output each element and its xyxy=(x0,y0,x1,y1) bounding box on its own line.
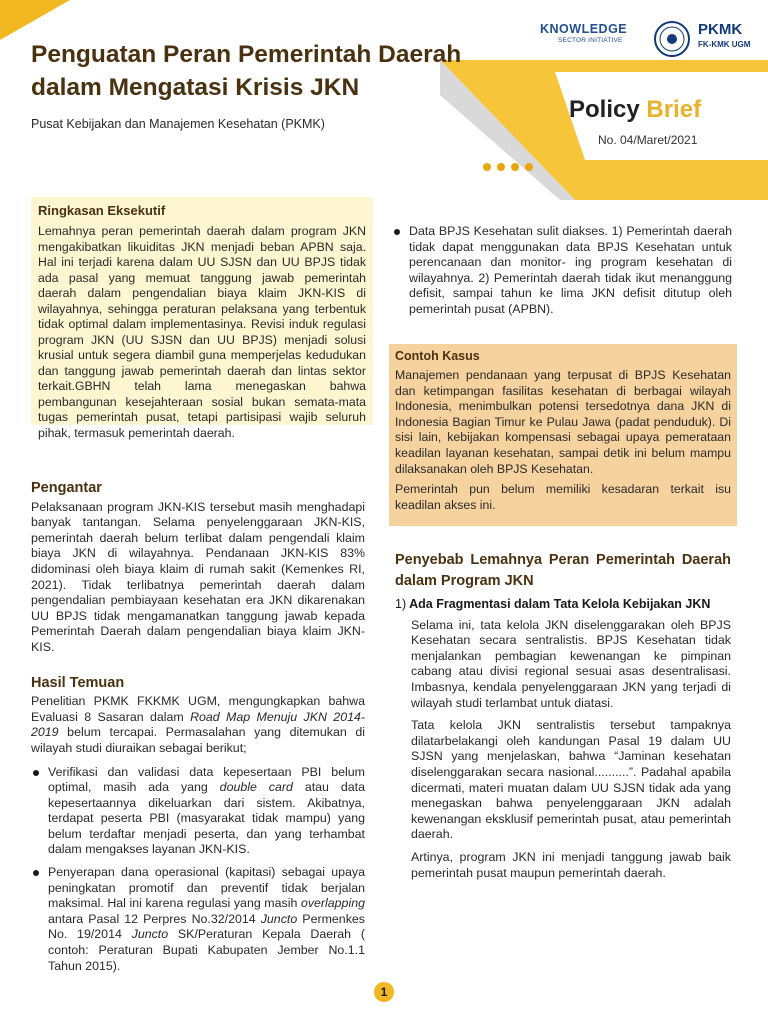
case-study-para-1: Manajemen pendanaan yang terpusat di BPJS Kesehatan dan ketimpangan fasilitas kesehatan di berbagai wilayah Indonesia, menimbulkan potensi tersedotnya dana JKN di Indonesia Bagian Timur ke Pulau Jawa (padat penduduk). Di sisi lain, kebijakan kompensasi sebagai upaya pemerataan keadilan layanan kesehatan, sampai detik ini belum mampu dilaksanakan oleh BPJS Kesehatan. xyxy=(395,368,731,476)
left-column xyxy=(31,481,365,981)
page-title xyxy=(31,38,511,104)
hasil-intro-italic: Road Map Menuju JKN 2014-2019 xyxy=(31,709,365,740)
bullet-text: atau data kepesertaannya dikeluarkan dari sistem. Akibatnya, terdapat peserta PBI (masyarakat tidak mampu) yang belum terdaftar menjadi peserta, dan yang terhambat dalam mengakses layanan JKN-KIS. xyxy=(48,780,365,857)
right-column-bullet xyxy=(392,224,732,325)
bullet-text: SK/Peraturan Kepala Daerah ( contoh: Peraturan Bupati Kabupaten Jember No.1.1 Tahun 2015). xyxy=(48,927,365,973)
penyebab-section xyxy=(395,597,735,886)
title-line-2: dalam Mengatasi Krisis JKN xyxy=(31,74,360,101)
list-item xyxy=(31,765,365,859)
bullet-text: Penyerapan dana operasional (kapitasi) sebagai upaya peningkatan promotif dan preventif tidak berjalan maksimal. Hal ini karena regulasi yang masih xyxy=(48,865,365,911)
pkmk-emblem-icon xyxy=(652,19,692,59)
knowledge-logo-subtext: SECTOR INITIATIVE xyxy=(558,37,623,44)
title-line-1: Penguatan Peran Pemerintah Daerah xyxy=(31,41,462,68)
pengantar-text: Pelaksanaan program JKN-KIS tersebut masih menghadapi banyak tantangan. Selama penyelenggaraan JKN-KIS, pemerintah daerah belum terlibat dalam pengendali klaim biaya JKN di wilayahnya. Pendanaan JKN-KIS 83% didominasi oleh biaya klaim di rumah sakit (Kemenkes RI, 2021). Tidak terlibatnya pemerintah daerah dalam pengendalian pembiayaan kesehatan era JKN dikarenakan UU BPJS tidak mengamanatkan tanggung jawab kepada Pemerintah Daerah dalam pengendalian biaya klaim JKN-KIS. xyxy=(31,499,365,654)
bullet-text: Permenkes No. 19/2014 xyxy=(48,911,365,942)
penyebab-heading: Penyebab Lemahnya Peran Pemerintah Daerah dalam Program JKN xyxy=(395,552,731,589)
subheading-text: Ada Fragmentasi dalam Tata Kelola Kebijakan JKN xyxy=(409,597,711,611)
case-study-para-2: Pemerintah pun belum memiliki kesadaran terkait isu keadilan akses ini. xyxy=(395,482,731,512)
dot-icon xyxy=(497,163,505,171)
top-left-yellow-triangle xyxy=(0,0,70,40)
hasil-heading: Hasil Temuan xyxy=(31,674,125,691)
case-study-box xyxy=(389,344,737,526)
hasil-intro-part: Penelitian PKMK FKKMK UGM, mengungkapkan bahwa Evaluasi 8 Sasaran dalam xyxy=(31,694,365,724)
pkmk-logo-text: PKMK xyxy=(698,21,743,38)
dot-icon xyxy=(511,163,519,171)
pengantar-heading: Pengantar xyxy=(31,480,102,496)
bullet-italic: Juncto xyxy=(131,927,169,942)
penyebab-para-1: Selama ini, tata kelola JKN diselenggarakan oleh BPJS Kesehatan secara sentralistis. BPJS Kesehatan tidak menjalankan pembagian kewenangan ke pimpinan cabang atau divisi regional sesuai asas desentralisasi. Imbasnya, kendala penyelenggaraan JKN yang terjadi di wilayah studi terlambat untuk diatasi. xyxy=(411,617,731,710)
knowledge-sector-logo xyxy=(540,21,640,61)
right-bullet-list xyxy=(392,224,732,318)
bullet-text: Verifikasi dan validasi data kepesertaan PBI belum optimal, masih ada yang xyxy=(48,764,365,795)
dot-icon xyxy=(525,163,533,171)
dot-icon xyxy=(483,163,491,171)
hasil-bullet-list xyxy=(31,765,365,975)
hasil-intro-part: belum tercapai. Permasalahan yang ditemukan di wilayah studi diuraikan sebagai berikut; xyxy=(31,725,365,755)
subheading-number: 1) xyxy=(395,597,407,611)
hasil-intro xyxy=(31,694,365,756)
policy-brief-label xyxy=(569,96,701,124)
policy-word: Policy xyxy=(569,96,640,123)
bullet-text: antara Pasal 12 Perpres No.32/2014 xyxy=(48,911,261,926)
executive-summary-text: Lemahnya peran pemerintah daerah dalam program JKN mengakibatkan likuiditas JKN menjadi beban APBN saja. Hal ini terjadi karena dalam UU SJSN dan UU BPJS tidak ada pasal yang memuat tanggung jawab pemerintah daerah dalam pengendalian biaya klaim JKN-KIS di wilayahnya, sehingga peraturan pelaksana yang terbentuk tidak optimal dalam implementasinya. Revisi induk regulasi program JKN (UU SJSN dan UU BPJS) menjadi solusi krusial untuk segera diambil guna memperjelas kedudukan dan tanggung jawab pemerintah daerah dan lintas sektor terkait.GBHN telah lama menegaskan bahwa pembangunan kesejahteraan sosial bukan semata-mata tugas pemerintah pusat, tetapi partisipasi wajib seluruh pihak, termasuk pemerintah daerah. xyxy=(38,224,366,440)
bullet-italic: overlapping xyxy=(300,896,365,911)
penyebab-para-3: Artinya, program JKN ini menjadi tanggung jawab baik pemerintah pusat maupun pemerintah daerah. xyxy=(411,849,731,880)
executive-summary-box xyxy=(31,197,373,440)
penyebab-body xyxy=(395,618,731,882)
penyebab-subheading xyxy=(395,597,735,613)
list-item: Data BPJS Kesehatan sulit diakses. 1) Pemerintah daerah tidak dapat menggunakan data BPJS Kesehatan untuk perencanaan dan monitor- ing program kesehatan di wilayahnya. 2) Pemerintah daerah tidak ikut menanggung defisit, sampai tahun ke lima JKN defisit ditutup oleh pemerintah pusat (APBN). xyxy=(392,224,732,318)
decorative-dots xyxy=(483,158,543,170)
pkmk-logo-subtext: FK-KMK UGM xyxy=(698,40,751,49)
knowledge-logo-text: KNOWLEDGE xyxy=(540,22,628,36)
penyebab-para-2: Tata kelola JKN sentralistis tersebut tampaknya dilatarbelakangi oleh kandungan Pasal 19 dalam UU SJSN yang menjelaskan, bahwa “Jaminan kesehatan diselenggarakan secara nasional..........”. Padahal apabila dicermati, materi muatan dalam UU SJSN tidak ada yang menegaskan bahwa penyelenggaraan JKN adalah kewenangan eksklusif pemerintah pusat, atau pemerintah daerah. xyxy=(411,718,731,842)
list-item xyxy=(31,865,365,974)
page-number: 1 xyxy=(374,982,394,1002)
page-subtitle: Pusat Kebijakan dan Manajemen Kesehatan (PKMK) xyxy=(31,117,325,131)
bullet-italic: Juncto xyxy=(260,911,298,926)
case-study-heading: Contoh Kasus xyxy=(395,349,480,363)
issue-number: No. 04/Maret/2021 xyxy=(598,133,698,147)
brief-word: Brief xyxy=(646,96,702,123)
bullet-italic: double card xyxy=(219,780,293,795)
executive-summary-heading: Ringkasan Eksekutif xyxy=(38,203,166,218)
pkmk-logo xyxy=(652,19,762,59)
